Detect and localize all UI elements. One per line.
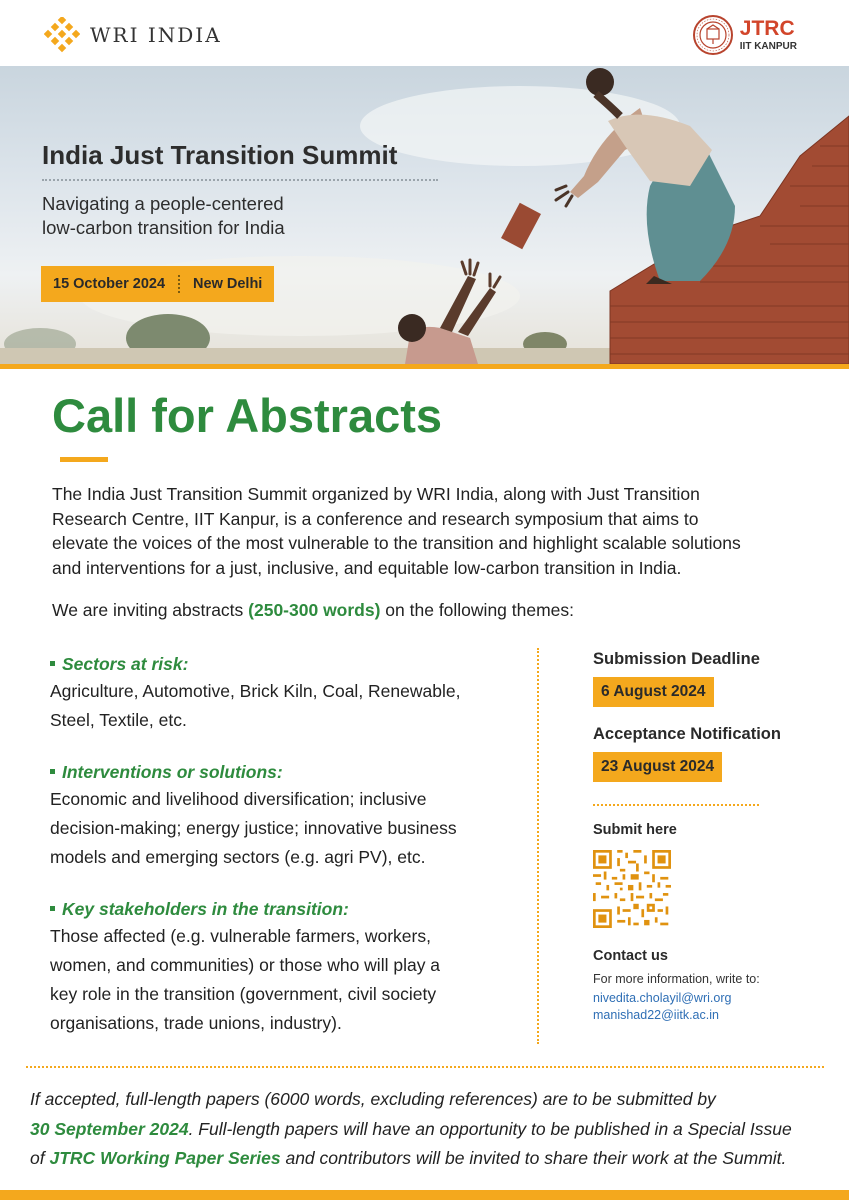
theme-line: models and emerging sectors (e.g. agri PV), etc. (50, 847, 426, 867)
footer-divider (26, 1066, 824, 1068)
theme-title: Sectors at risk: (62, 654, 189, 674)
summit-title: India Just Transition Summit (42, 140, 398, 170)
key-dates-sidebar (593, 650, 781, 1024)
theme-line: Agriculture, Automotive, Brick Kiln, Coal, Renewable, (50, 681, 461, 701)
footer-line: If accepted, full-length papers (6000 words, excluding references) are to be submitted by (30, 1089, 716, 1109)
hero-banner (0, 66, 849, 364)
invite-text (52, 600, 574, 621)
contact-email-link[interactable]: manishad22@iitk.ac.in (593, 1008, 719, 1022)
sidebar-divider (593, 804, 759, 806)
bullet-icon (50, 661, 55, 666)
theme-line: Those affected (e.g. vulnerable farmers, workers, (50, 926, 431, 946)
invite-suffix: on the following themes: (380, 600, 575, 620)
bullet-icon (50, 769, 55, 774)
submission-qr-code[interactable] (593, 850, 671, 928)
theme-interventions (50, 759, 457, 872)
footer-note (30, 1085, 825, 1174)
theme-line: Steel, Textile, etc. (50, 710, 187, 730)
intro-paragraph (52, 482, 822, 580)
jtrc-logo-text: JTRC (739, 17, 795, 40)
page-title: Call for Abstracts (52, 389, 443, 442)
theme-title: Key stakeholders in the transition: (62, 899, 349, 919)
wri-india-logo (44, 17, 222, 53)
hero-accent-bar (0, 364, 849, 369)
footer-text: and contributors will be invited to share their work at the Summit. (280, 1148, 787, 1168)
date-separator (178, 275, 180, 293)
title-underline (60, 457, 108, 462)
deadline-date-badge: 6 August 2024 (593, 677, 714, 707)
subtitle-line: low-carbon transition for India (42, 217, 285, 238)
theme-line: key role in the transition (government, civil society (50, 984, 437, 1004)
event-date: 15 October 2024 (53, 276, 166, 292)
paper-deadline-highlight: 30 September 2024 (30, 1118, 189, 1139)
notification-label: Acceptance Notification (593, 725, 781, 743)
deadline-label: Submission Deadline (593, 650, 760, 668)
word-limit-highlight: (250-300 words) (248, 600, 381, 620)
submit-label: Submit here (593, 822, 677, 838)
notification-date-badge: 23 August 2024 (593, 752, 722, 782)
event-date-location-badge (41, 266, 274, 302)
theme-key-stakeholders (50, 896, 440, 1038)
intro-line: Research Centre, IIT Kanpur, is a conference and research symposium that aims to (52, 508, 699, 529)
wri-logo-icon (44, 17, 80, 53)
theme-sectors-at-risk (50, 651, 460, 735)
theme-line: Economic and livelihood diversification; inclusive (50, 789, 427, 809)
theme-line: women, and communities) or those who will play a (50, 955, 441, 975)
series-name-highlight: JTRC Working Paper Series (49, 1148, 281, 1168)
contact-text: For more information, write to: (593, 972, 760, 986)
contact-email-link[interactable]: nivedita.cholayil@wri.org (593, 991, 732, 1005)
theme-line: organisations, trade unions, industry). (50, 1013, 342, 1033)
footer-text: of (30, 1148, 50, 1168)
column-divider (537, 648, 539, 1044)
footer-line (30, 1144, 825, 1174)
wri-logo-text: WRI INDIA (90, 23, 222, 47)
jtrc-logo (692, 14, 797, 56)
title-divider (42, 179, 438, 181)
footer-text: . Full-length papers will have an opportunity to be published in a Special Issue (188, 1118, 792, 1139)
iit-kanpur-seal-icon (692, 14, 734, 56)
contact-label: Contact us (593, 948, 668, 964)
bottom-accent-bar (0, 1190, 849, 1200)
event-location: New Delhi (193, 276, 263, 292)
footer-line (30, 1115, 825, 1145)
intro-line: elevate the voices of the most vulnerable to the transition and highlight scalable solutions (52, 533, 741, 553)
intro-line: The India Just Transition Summit organized by WRI India, along with Just Transition (52, 484, 700, 504)
summit-subtitle (42, 192, 285, 240)
theme-line: decision-making; energy justice; innovative business (50, 818, 457, 838)
theme-title: Interventions or solutions: (62, 762, 283, 782)
subtitle-line: Navigating a people-centered (42, 193, 284, 214)
intro-line: and interventions for a just, inclusive, and equitable low-carbon transition in India. (52, 557, 682, 578)
jtrc-logo-subtext: IIT KANPUR (739, 41, 797, 52)
invite-prefix: We are inviting abstracts (52, 600, 249, 620)
bullet-icon (50, 906, 55, 911)
